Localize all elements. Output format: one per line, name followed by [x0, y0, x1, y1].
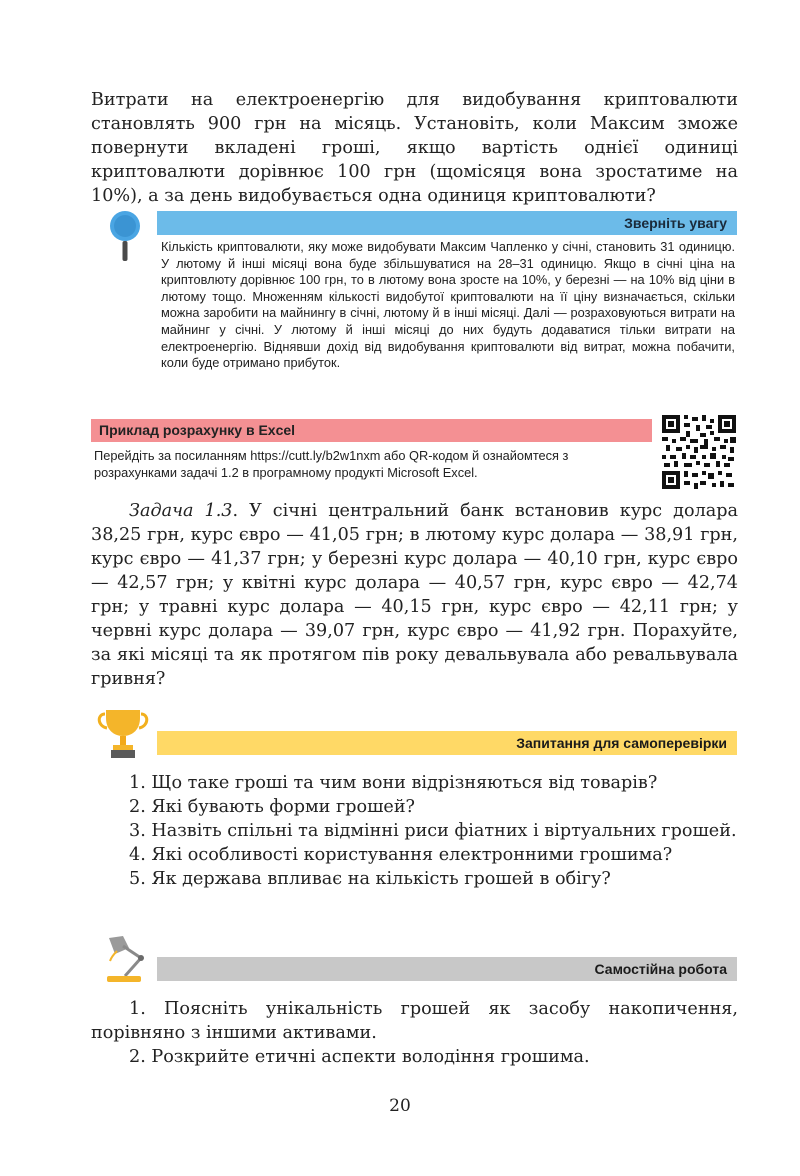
desk-lamp-icon [97, 934, 155, 984]
question-3: 3. Назвіть спільні та відмінні риси фіатних і віртуальних грошей. [129, 821, 737, 841]
excel-example-title: Приклад розрахунку в Excel [91, 419, 652, 442]
qr-code-icon[interactable] [662, 415, 736, 489]
question-2: 2. Які бувають форми грошей? [129, 797, 415, 817]
work-item-1: 1. Поясніть унікальність грошей як засобу накопичення, порівняно з іншими активами. [91, 999, 738, 1043]
intro-text: Витрати на електроенергію для видобування криптовалюти становлять 900 грн на місяць. Установіть, коли Максим зможе повернути вкладені гроші, якщо вартість однієї одиниці криптовалюти дорівнює 100 грн (щомісяця вона зростатиме на 10%), а за день видобувається одна одиниця криптовалюти? [91, 90, 738, 206]
attention-title: Зверніть увагу [157, 211, 737, 235]
question-4: 4. Які особливості користування електронними грошима? [129, 845, 673, 865]
question-1: 1. Що таке гроші та чим вони відрізняються від товарів? [129, 773, 658, 793]
question-5: 5. Як держава впливає на кількість грошей в обігу? [129, 869, 611, 889]
self-check-questions [91, 771, 738, 891]
task-paragraph [91, 499, 738, 691]
trophy-icon [95, 708, 151, 760]
page-number: 20 [389, 1096, 411, 1116]
independent-work-items [91, 997, 738, 1069]
task-label: Задача 1.3 [129, 501, 233, 521]
independent-work-title: Самостійна робота [157, 957, 737, 981]
magnifier-icon [105, 208, 145, 264]
excel-example-text: Перейдіть за посиланням https://cutt.ly/b2w1nxm або QR-кодом й ознайомтеся з розрахунками задачі 1.2 в програмному продукті Microsoft Excel. [94, 448, 569, 480]
attention-text: Кількість криптовалюти, яку може видобувати Максим Чапленко у січні, становить 31 одиницю. У лютому й інші місяці вона буде збільшуватися на 28–31 одиницю. Якщо в січні ціна на криптовлюту дорівнює 100 грн, то в лютому вона зросте на 10%, у березні — на 10% від ціни в лютому тощо. Множенням кількості видобутої криптовалюти на її ціну визначається, скільки можна заробити на майнингу в січні, лютому й в інші місяці. Далі — розраховуються витрати на майнинг у січні. У лютому й інші місяці до них будуть додаватися тільки витрати на електроенергію. Віднявши дохід від видобування криптовалюти від витрат, можна побачити, коли буде отримано прибуток. [161, 239, 735, 371]
self-check-title: Запитання для самоперевірки [157, 731, 737, 755]
intro-paragraph [91, 88, 738, 208]
task-body [91, 499, 738, 691]
work-item-2: 2. Розкрийте етичні аспекти володіння грошима. [129, 1047, 590, 1067]
task-text: . У січні центральний банк встановив курс долара 38,25 грн, курс євро — 41,05 грн; в лютому курс долара — 38,91 грн, курс євро — 41,37 грн; у березні курс долара — 40,10 грн, курс євро — 42,57 грн; у квітні курс долара — 40,57 грн, курс євро — 42,74 грн; у травні курс долара — 40,15 грн, курс євро — 42,11 грн; у червні курс долара — 39,07 грн, курс євро — 41,92 грн. Порахуйте, за які місяці та як протягом пів року девальвувала або ревальвувала гривня? [91, 501, 738, 689]
